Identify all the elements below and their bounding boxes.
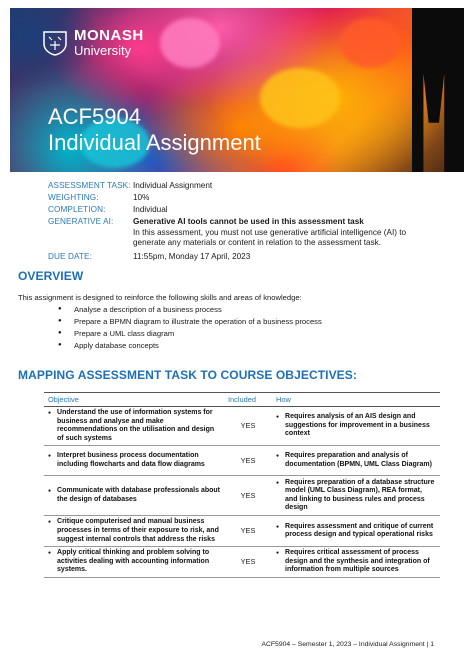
overview-heading: OVERVIEW	[18, 269, 84, 283]
objective-text: Communicate with database professionals about the design of databases	[57, 487, 221, 503]
included-value: YES	[224, 476, 272, 516]
info-row-generative-ai	[48, 217, 428, 248]
table-row	[44, 476, 440, 516]
table-row	[44, 516, 440, 547]
info-label: DUE DATE:	[48, 252, 92, 261]
monash-logo	[42, 28, 144, 57]
list-item: ● Apply database concepts	[58, 341, 322, 350]
gen-ai-note: In this assessment, you must not use generative artificial intelligence (AI) to generate any materials or content in relation to the assessment task.	[133, 228, 407, 247]
included-value: YES	[224, 516, 272, 547]
info-label: WEIGHTING:	[48, 193, 99, 202]
page-footer: ACF5904 – Semester 1, 2023 – Individual Assignment | 1	[261, 641, 434, 648]
bullet-icon: ●	[276, 479, 280, 486]
logo-name: MONASH	[74, 27, 144, 44]
monash-m-graphic	[412, 8, 464, 172]
list-item: ● Analyse a description of a business process	[58, 305, 322, 314]
crest-icon	[42, 30, 68, 56]
how-text: Requires preparation and analysis of documentation (BPMN, UML Class Diagram)	[285, 452, 432, 468]
info-row-weighting	[48, 193, 428, 203]
paint-splash	[160, 18, 220, 68]
gen-ai-policy: Generative AI tools cannot be used in this assessment task	[133, 217, 364, 226]
bullet-icon: ●	[276, 523, 280, 530]
bullet-icon: ●	[48, 519, 52, 526]
info-value	[133, 217, 428, 248]
list-item: ● Prepare a BPMN diagram to illustrate the operation of a business process	[58, 317, 322, 326]
table-header-row	[44, 393, 440, 407]
assignment-title: Individual Assignment	[48, 130, 261, 155]
how-text: Requires analysis of an AIS design and suggestions for improvement in a business context	[285, 413, 430, 438]
objective-text: Interpret business process documentation including flowcharts and data flow diagrams	[57, 452, 205, 468]
column-header-included: Included	[224, 393, 272, 407]
document-title	[48, 104, 261, 156]
bullet-icon: ●	[276, 453, 280, 460]
info-value: 10%	[133, 193, 150, 202]
skills-list	[58, 305, 322, 353]
objective-text: Understand the use of information systems for business and analyse and make recommendations on the utilisation and design of such systems	[57, 409, 215, 442]
objective-text: Apply critical thinking and problem solving to activities dealing with accounting information systems.	[57, 549, 210, 574]
info-label: COMPLETION:	[48, 205, 106, 214]
bullet-icon: ●	[276, 550, 280, 557]
info-row-task	[48, 181, 428, 191]
paint-splash	[340, 18, 400, 68]
how-text: Requires critical assessment of process design and the synthesis and integration of information from multiple sources	[285, 549, 430, 574]
objective-text: Critique computerised and manual business processes in terms of their exposure to risk, and suggest internal controls that address the risks	[57, 518, 219, 543]
table-row	[44, 407, 440, 446]
info-label: ASSESSMENT TASK:	[48, 181, 131, 190]
info-row-due-date	[48, 252, 428, 262]
mapping-heading: MAPPING ASSESSMENT TASK TO COURSE OBJECTIVES:	[18, 368, 357, 382]
table-row	[44, 446, 440, 476]
logo-subtitle: University	[74, 43, 132, 58]
bullet-icon: ●	[48, 410, 52, 416]
bullet-icon: ●	[276, 414, 280, 421]
info-value: Individual Assignment	[133, 181, 213, 190]
bullet-icon: ●	[48, 550, 52, 557]
overview-intro: This assignment is designed to reinforce the following skills and areas of knowledge:	[18, 293, 302, 302]
info-row-completion	[48, 205, 428, 215]
unit-code: ACF5904	[48, 104, 141, 129]
list-item: ● Prepare a UML class diagram	[58, 329, 322, 338]
included-value: YES	[224, 547, 272, 578]
cover-banner	[10, 8, 464, 172]
bullet-icon: ●	[48, 453, 52, 460]
table-row	[44, 547, 440, 578]
included-value: YES	[224, 446, 272, 476]
info-value: 11:55pm, Monday 17 April, 2023	[133, 252, 251, 261]
task-info	[48, 181, 428, 264]
column-header-objective: Objective	[44, 393, 224, 407]
info-label: GENERATIVE AI:	[48, 217, 114, 226]
column-header-how: How	[272, 393, 440, 407]
how-text: Requires assessment and critique of current process design and typical operational risks	[285, 522, 434, 539]
paint-splash	[260, 68, 340, 128]
bullet-icon: ●	[48, 488, 52, 495]
how-text: Requires preparation of a database structure model (UML Class Diagram), REA format, and linking to business rules and process design	[285, 478, 435, 512]
included-value: YES	[224, 407, 272, 446]
info-value: Individual	[133, 205, 168, 214]
objectives-table	[44, 392, 440, 578]
